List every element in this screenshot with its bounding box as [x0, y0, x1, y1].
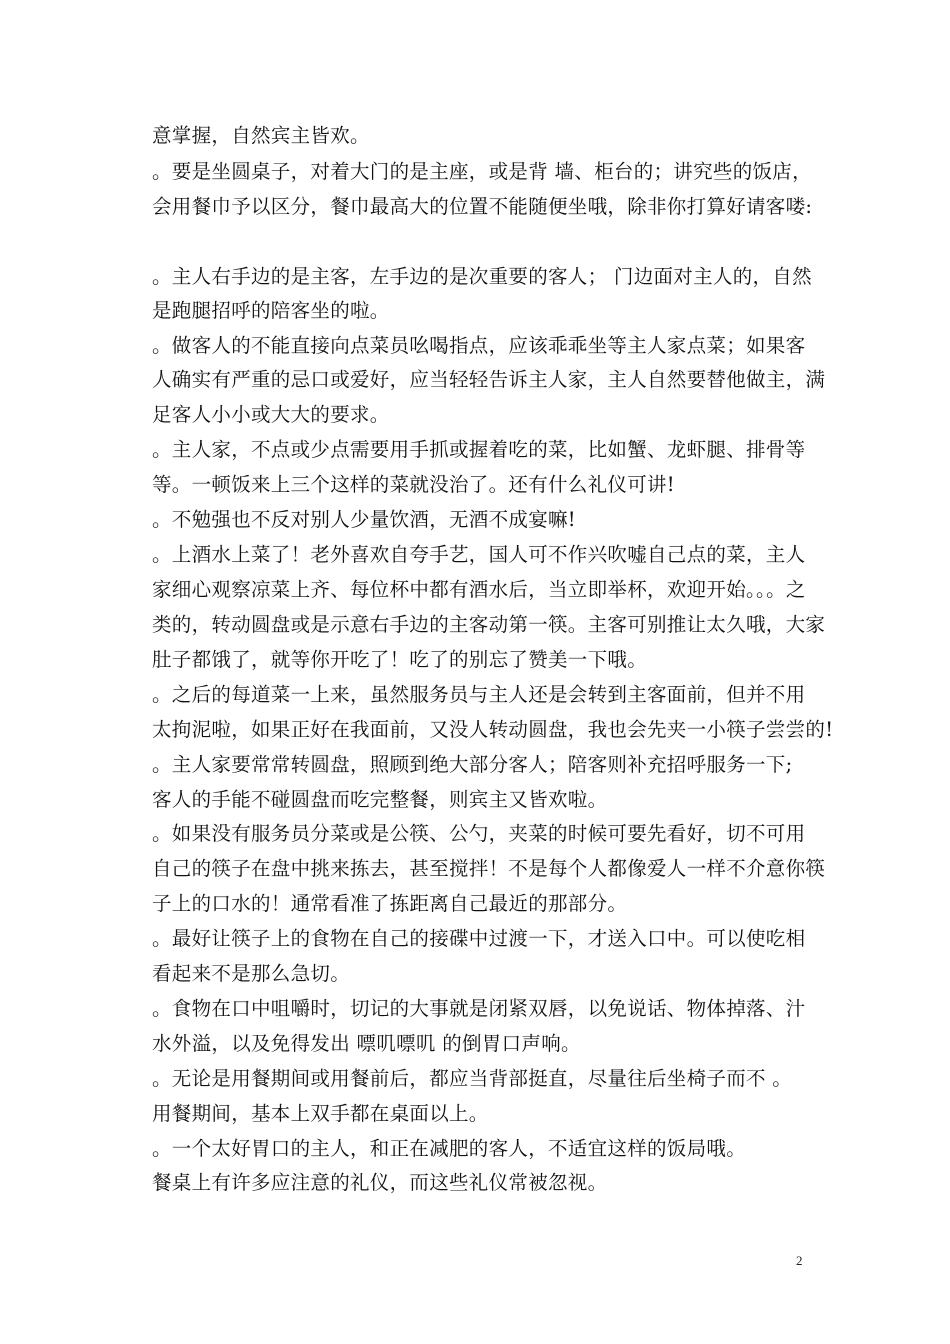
- text-line: 。要是坐圆桌子，对着大门的是主座，或是背 墙、柜台的；讲究些的饭店，: [152, 160, 812, 183]
- text-line: 会用餐巾予以区分，餐巾最高大的位置不能随便坐哦，除非你打算好请客喽:: [152, 195, 813, 218]
- text-line: 肚子都饿了，就等你开吃了！吃了的别忘了赞美一下哦。: [152, 648, 648, 671]
- text-line: 足客人小小或大大的要求。: [152, 403, 390, 426]
- text-line: 。一个太好胃口的主人，和正在减肥的客人，不适宜这样的饭局哦。: [152, 1137, 747, 1160]
- text-line: 是跑腿招呼的陪客坐的啦。: [152, 299, 390, 322]
- page-number: 2: [796, 1253, 803, 1268]
- text-line: 。之后的每道菜一上来，虽然服务员与主人还是会转到主客面前，但并不用: [152, 683, 806, 706]
- text-line: 。不勉强也不反对别人少量饮酒，无酒不成宴嘛!: [152, 508, 576, 531]
- text-line: 看起来不是那么急切。: [152, 962, 351, 985]
- text-line: 。最好让筷子上的食物在自己的接碟中过渡一下，才送入口中。可以使吃相: [152, 927, 806, 950]
- text-line: 类的，转动圆盘或是示意右手边的主客动第一筷。主客可别推让太久哦，大家: [152, 613, 826, 636]
- text-line: 等。一顿饭来上三个这样的菜就没治了。还有什么礼仪可讲!: [152, 473, 675, 496]
- text-line: 餐桌上有许多应注意的礼仪，而这些礼仪常被忽视。: [152, 1171, 608, 1194]
- text-line: 自己的筷子在盘中挑来拣去，甚至搅拌！不是每个人都像爱人一样不介意你筷: [152, 857, 826, 880]
- text-line: 人确实有严重的忌口或爱好，应当轻轻告诉主人家，主人自然要替他做主，满: [152, 368, 826, 391]
- text-line: 。主人家，不点或少点需要用手抓或握着吃的菜，比如蟹、龙虾腿、排骨等: [152, 438, 806, 461]
- text-line: 。主人家要常常转圆盘，照顾到绝大部分客人；陪客则补充招呼服务一下;: [152, 753, 793, 776]
- text-line: 。上酒水上菜了！老外喜欢自夸手艺，国人可不作兴吹嘘自己点的菜，主人: [152, 543, 806, 566]
- text-line: 水外溢，以及免得发出 嘌叽嘌叽 的倒胃口声响。: [152, 1032, 581, 1055]
- text-line: 意掌握，自然宾主皆欢。: [152, 124, 370, 147]
- text-line: 。无论是用餐期间或用餐前后，都应当背部挺直，尽量往后坐椅子而不 。: [152, 1067, 793, 1090]
- text-line: 。如果没有服务员分菜或是公筷、公勺，夹菜的时候可要先看好，切不可用: [152, 822, 806, 845]
- text-line: 。主人右手边的是主客，左手边的是次重要的客人； 门边面对主人的，自然: [152, 265, 812, 288]
- text-line: 。食物在口中咀嚼时，切记的大事就是闭紧双唇，以免说话、物体掉落、汁: [152, 997, 806, 1020]
- text-line: 。做客人的不能直接向点菜员吆喝指点，应该乖乖坐等主人家点菜；如果客: [152, 334, 806, 357]
- text-line: 用餐期间，基本上双手都在桌面以上。: [152, 1102, 489, 1125]
- text-line: 太拘泥啦，如果正好在我面前，又没人转动圆盘，我也会先夹一小筷子尝尝的!: [152, 718, 834, 741]
- text-line: 子上的口水的！通常看准了拣距离自己最近的那部分。: [152, 892, 628, 915]
- text-line: 家细心观察凉菜上齐、每位杯中都有酒水后，当立即举杯，欢迎开始。。。之: [152, 578, 806, 601]
- text-line: 客人的手能不碰圆盘而吃完整餐，则宾主又皆欢啦。: [152, 788, 608, 811]
